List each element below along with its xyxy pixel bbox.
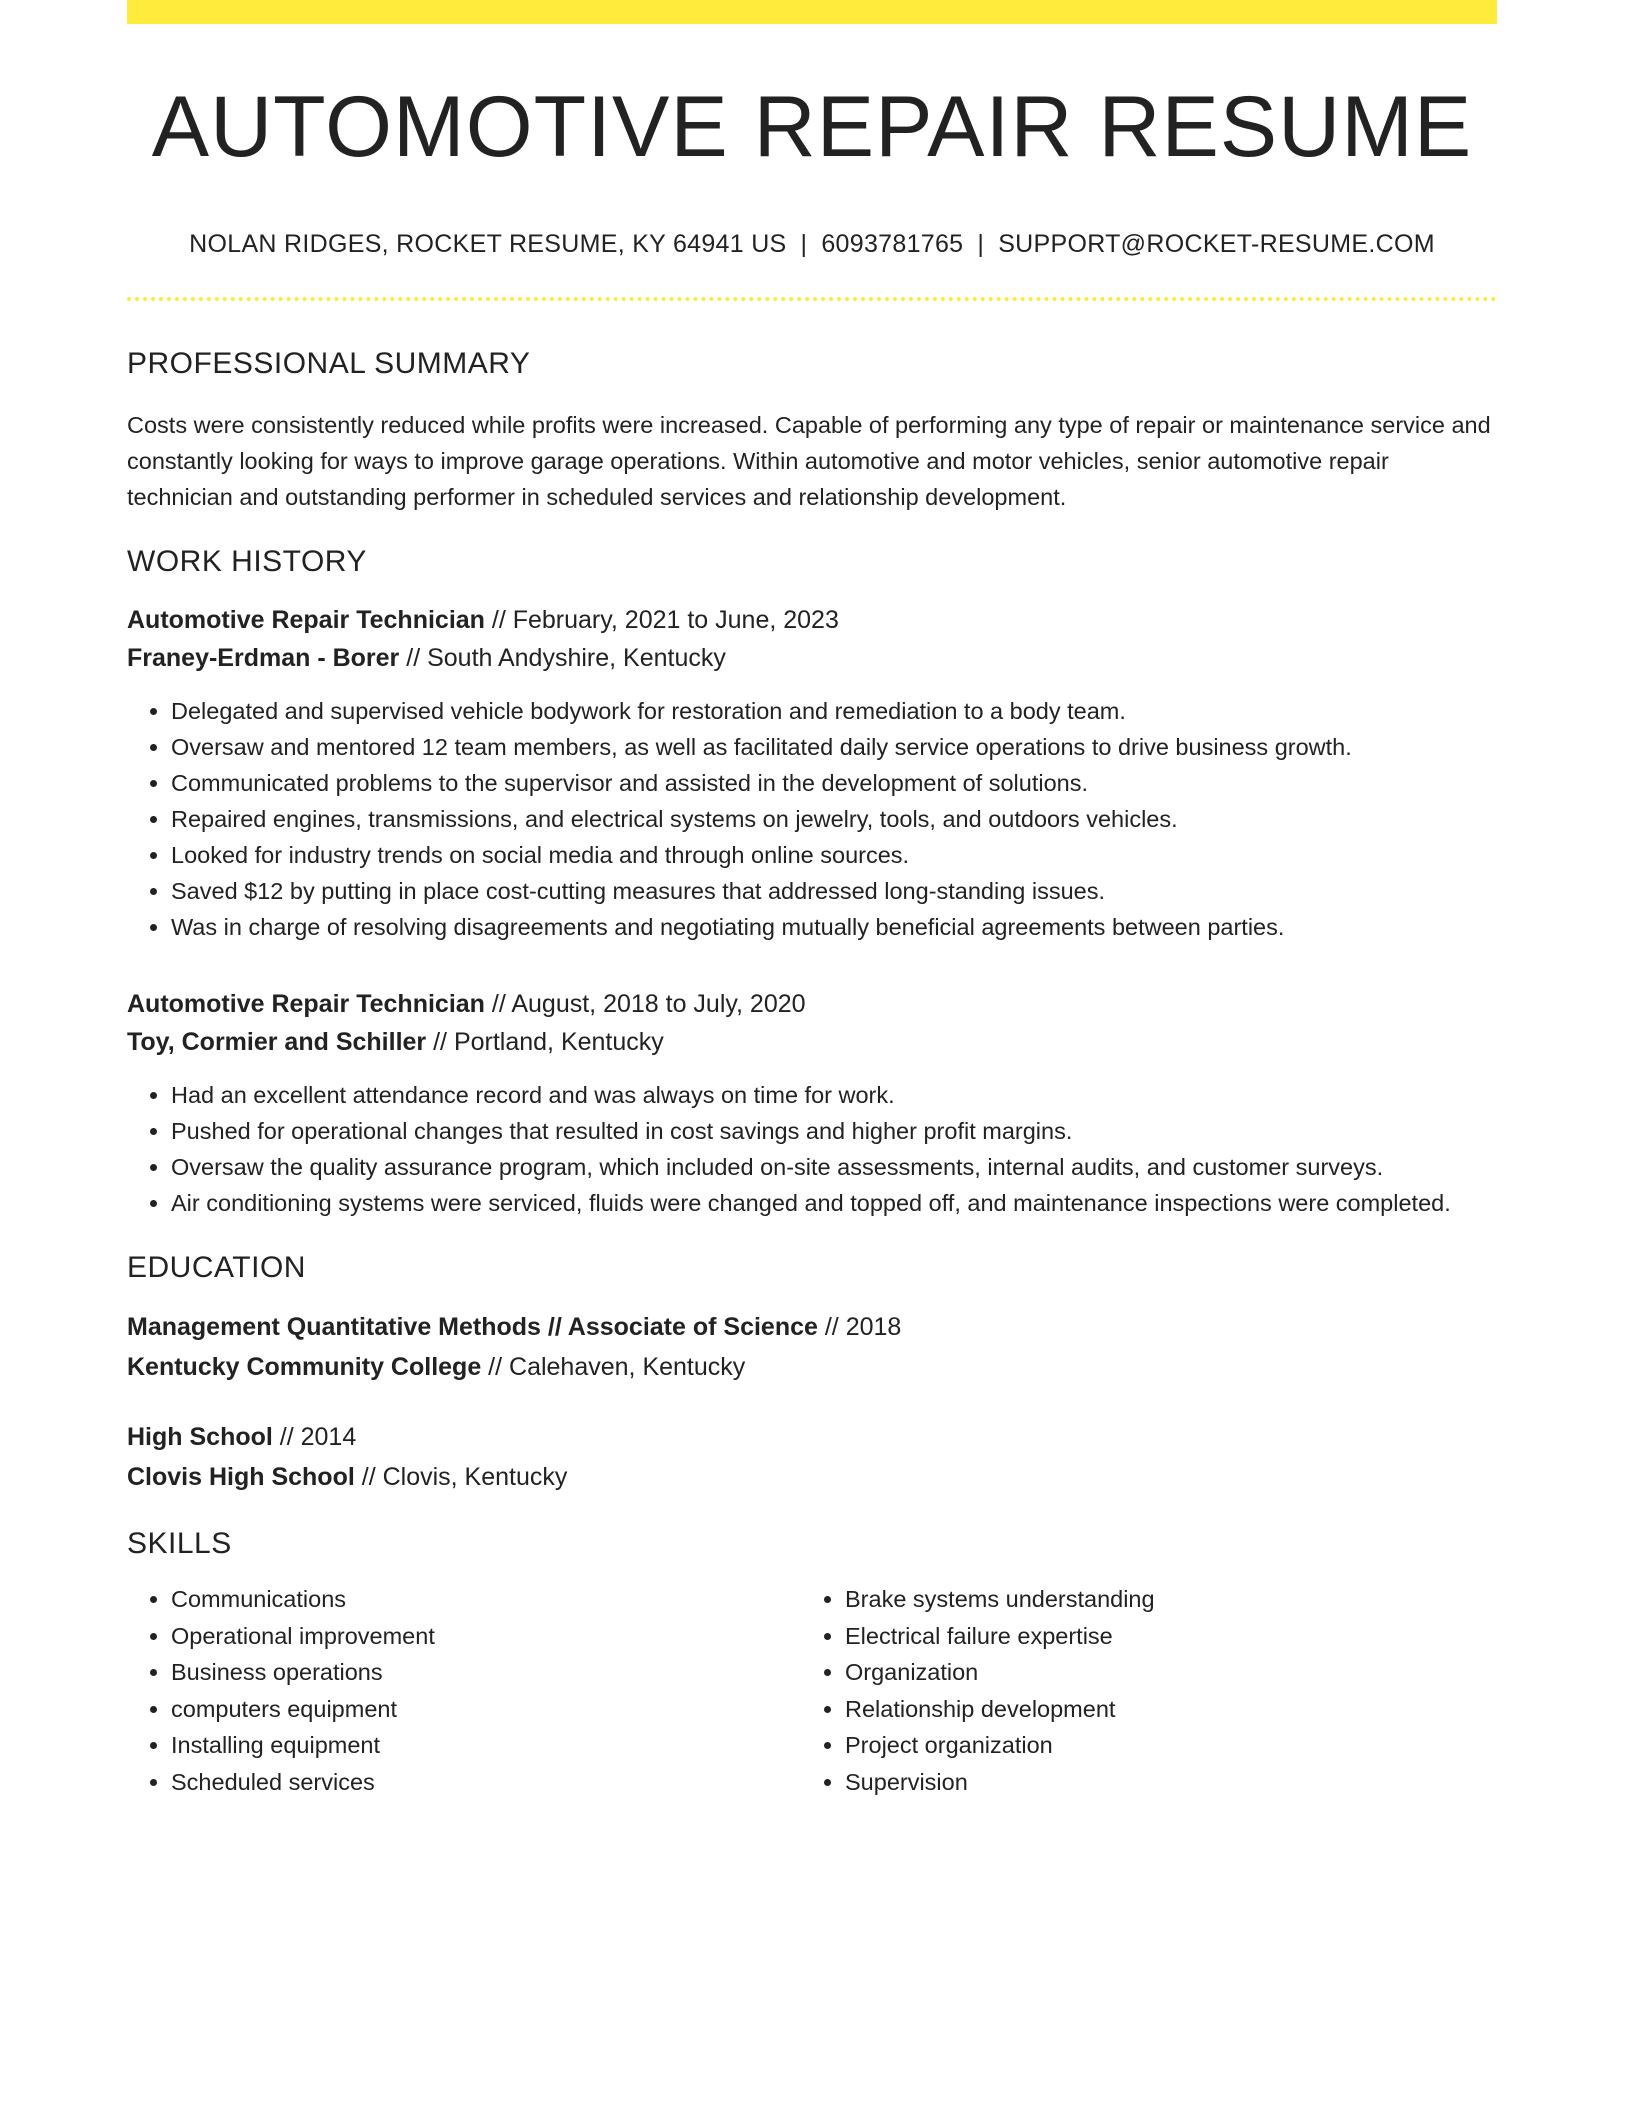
education-entry: [127, 1417, 1497, 1497]
skills-list-left: [127, 1581, 801, 1800]
job-role: Automotive Repair Technician: [127, 990, 485, 1019]
job-title-line: [127, 601, 1497, 639]
skill-item: • Brake systems understanding: [845, 1581, 1475, 1618]
job-entry: [127, 601, 1497, 945]
contact-address: NOLAN RIDGES, ROCKET RESUME, KY 64941 US: [189, 230, 787, 259]
job-location: // South Andyshire, Kentucky: [399, 644, 726, 673]
job-bullet: • Was in charge of resolving disagreements and negotiating mutually beneficial agreements between parties.: [171, 909, 1497, 945]
skill-item: • Communications: [171, 1581, 801, 1618]
job-bullet: • Oversaw and mentored 12 team members, as well as facilitated daily service operations to drive business growth.: [171, 729, 1497, 765]
job-role: Automotive Repair Technician: [127, 606, 485, 635]
resume-title: AUTOMOTIVE REPAIR RESUME: [151, 79, 1473, 175]
accent-top-bar: [127, 0, 1497, 24]
skill-item: • Supervision: [845, 1764, 1475, 1801]
skill-item: • Operational improvement: [171, 1618, 801, 1655]
contact-separator: |: [800, 230, 808, 259]
job-entry: [127, 985, 1497, 1221]
skill-item: • Relationship development: [845, 1691, 1475, 1728]
job-dates: // February, 2021 to June, 2023: [484, 606, 839, 635]
job-location: // Portland, Kentucky: [426, 1028, 664, 1057]
job-bullet: • Air conditioning systems were serviced, fluids were changed and topped off, and maintenance inspections were completed.: [171, 1185, 1497, 1221]
education-degree-line: [127, 1307, 1497, 1347]
contact-email: SUPPORT@ROCKET-RESUME.COM: [998, 230, 1435, 259]
contact-phone: 6093781765: [821, 230, 964, 259]
job-bullet: • Saved $12 by putting in place cost-cutting measures that addressed long-standing issues.: [171, 873, 1497, 909]
summary-heading: PROFESSIONAL SUMMARY: [127, 347, 531, 381]
skills-columns: [127, 1581, 1497, 1800]
header-divider: [127, 297, 1497, 301]
education-degree: High School: [127, 1423, 273, 1452]
summary-text: Costs were consistently reduced while profits were increased. Capable of performing any type of repair or maintenance service and constantly looking for ways to improve garage operations. Within automotive and motor vehicles, senior automotive repair technician and outstanding performer in scheduled services and relationship development.: [127, 412, 1491, 511]
job-bullet: • Delegated and supervised vehicle bodywork for restoration and remediation to a body team.: [171, 693, 1497, 729]
job-bullet: • Oversaw the quality assurance program, which included on-site assessments, internal audits, and customer surveys.: [171, 1149, 1497, 1185]
education-degree-line: [127, 1417, 1497, 1457]
job-company-line: [127, 1023, 1497, 1061]
job-company-line: [127, 639, 1497, 677]
education-school-line: [127, 1347, 1497, 1387]
contact-line: [127, 230, 1497, 259]
skill-item: • computers equipment: [171, 1691, 801, 1728]
resume-page: [127, 0, 1497, 1800]
job-dates: // August, 2018 to July, 2020: [484, 990, 806, 1019]
job-bullet: • Looked for industry trends on social media and through online sources.: [171, 837, 1497, 873]
job-bullet: • Pushed for operational changes that resulted in cost savings and higher profit margins.: [171, 1113, 1497, 1149]
skills-list-right: [801, 1581, 1475, 1800]
job-bullet-list: [127, 693, 1497, 945]
education-location: // Clovis, Kentucky: [354, 1463, 568, 1492]
job-bullet: • Repaired engines, transmissions, and electrical systems on jewelry, tools, and outdoors vehicles.: [171, 801, 1497, 837]
job-company: Franey-Erdman - Borer: [127, 644, 400, 673]
skill-item: • Business operations: [171, 1654, 801, 1691]
work-history-heading: WORK HISTORY: [127, 545, 367, 579]
education-heading: EDUCATION: [127, 1251, 306, 1285]
education-entry: [127, 1307, 1497, 1387]
skill-item: • Installing equipment: [171, 1727, 801, 1764]
skill-item: • Electrical failure expertise: [845, 1618, 1475, 1655]
education-location: // Calehaven, Kentucky: [481, 1353, 746, 1382]
job-company: Toy, Cormier and Schiller: [127, 1028, 427, 1057]
education-year: // 2018: [817, 1313, 902, 1342]
skills-heading: SKILLS: [127, 1527, 232, 1561]
job-bullet: • Had an excellent attendance record and was always on time for work.: [171, 1077, 1497, 1113]
skill-item: • Organization: [845, 1654, 1475, 1691]
skill-item: • Scheduled services: [171, 1764, 801, 1801]
education-degree: Management Quantitative Methods // Associate of Science: [127, 1313, 818, 1342]
education-school: Clovis High School: [127, 1463, 355, 1492]
skill-item: • Project organization: [845, 1727, 1475, 1764]
education-school: Kentucky Community College: [127, 1353, 482, 1382]
education-school-line: [127, 1457, 1497, 1497]
job-bullet: • Communicated problems to the supervisor and assisted in the development of solutions.: [171, 765, 1497, 801]
education-year: // 2014: [272, 1423, 357, 1452]
job-bullet-list: [127, 1077, 1497, 1221]
job-title-line: [127, 985, 1497, 1023]
contact-separator: |: [977, 230, 985, 259]
